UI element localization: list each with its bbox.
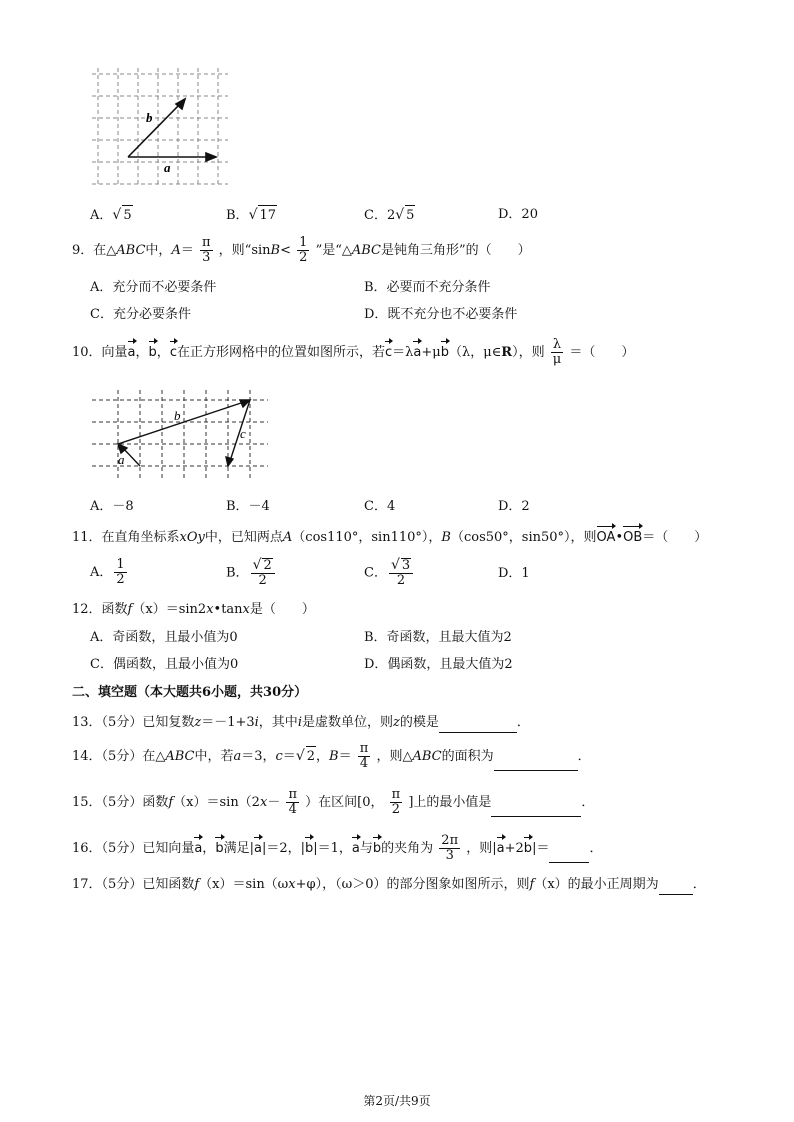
- q10-option-d[interactable]: D．2: [498, 499, 530, 514]
- fraction-one-half: $\frac{1}{2}$: [299, 235, 308, 265]
- answer-blank-13[interactable]: [439, 712, 517, 733]
- question-13: 13．（5分）已知复数z＝－1+3i，其中i是虚数单位，则z的模是 ．: [72, 712, 530, 733]
- q8-option-b[interactable]: B．√ 17: [226, 205, 277, 226]
- q8-option-c[interactable]: C．2√ 5: [364, 205, 415, 226]
- vector-b-arrow: [128, 104, 180, 157]
- fig2-label-c: c: [240, 426, 246, 441]
- vector-a-label: a: [164, 160, 171, 175]
- q9-option-a[interactable]: A．充分而不必要条件: [90, 280, 217, 295]
- vector-grid-figure-2: [92, 390, 272, 480]
- question-16: 16．（5分）已知向量a，b满足|a|＝2，|b|＝1，a与b的夹角为 $\frac{2\pi}{3}$ ，则|a+2b|＝ ．: [72, 833, 603, 863]
- q12-option-a[interactable]: A．奇函数，且最小值为0: [90, 630, 238, 645]
- question-12: 12．函数f（x）＝sin2x•tanx是（ ）: [72, 602, 315, 617]
- vector-c-arrowhead-2: [226, 457, 233, 466]
- q8-option-a[interactable]: A．√ 5: [90, 205, 133, 226]
- question-10: 10．向量a，b，c在正方形网格中的位置如图所示，若c＝λa+μb（λ，μ∈R），则 $\frac{\lambda}{\mu}$ ＝（ ）: [72, 337, 635, 367]
- answer-blank-17[interactable]: [659, 874, 693, 895]
- grid-lines: [92, 68, 228, 186]
- fraction-lambda-over-mu: $\frac{\lambda}{\mu}$: [552, 337, 562, 367]
- fraction-pi-over-3: $\frac{\pi}{3}$: [201, 235, 211, 265]
- question-15: 15．（5分）函数f（x）＝sin（2x－ $\frac{\pi}{4}$ ）在区间[0， $\frac{\pi}{2}$ ]上的最小值是 ．: [72, 787, 595, 817]
- q10-option-b[interactable]: B．－4: [226, 499, 270, 514]
- question-14: 14．（5分）在△ABC中，若a＝3，c＝√ 2，B＝ $\frac{\pi}{4}$ ，则△ABC的面积为 ．: [72, 741, 591, 771]
- vector-grid-figure-1: [92, 64, 232, 188]
- q12-option-b[interactable]: B．奇函数，且最大值为2: [364, 630, 512, 645]
- q8-option-d[interactable]: D．20: [498, 207, 538, 222]
- vector-a-arrowhead: [206, 153, 216, 161]
- question-11: 11．在直角坐标系xOy中，已知两点A（cos110°，sin110°），B（cos50°，sin50°），则OA•OB＝（ ）: [72, 528, 707, 548]
- question-9: 9．在△ABC中，A＝ $\frac{\pi}{3}$ ，则“sinB< $\frac{1}{2}$ ”是“△ABC是钝角三角形”的（ ）: [72, 235, 531, 265]
- q11-option-a[interactable]: A． $\frac{1}{2}$: [90, 557, 125, 587]
- fig2-label-a: a: [118, 452, 125, 467]
- page-footer: 第2页/共9页: [363, 1094, 431, 1108]
- q9-option-c[interactable]: C．充分必要条件: [90, 307, 191, 322]
- q11-option-b[interactable]: B． $\frac{√ 2}{2}$: [226, 558, 277, 588]
- q10-option-a[interactable]: A．－8: [90, 499, 134, 514]
- q12-option-d[interactable]: D．偶函数，且最大值为2: [364, 657, 513, 672]
- vector-b-label: b: [146, 110, 153, 125]
- q12-option-c[interactable]: C．偶函数，且最小值为0: [90, 657, 239, 672]
- answer-blank-15[interactable]: [491, 796, 581, 817]
- answer-blank-16[interactable]: [549, 842, 589, 863]
- fig2-label-b: b: [174, 408, 181, 423]
- question-17: 17．（5分）已知函数f（x）＝sin（ωx+φ），（ω＞0）的部分图象如图所示，则f（x）的最小正周期为 ．: [72, 874, 706, 895]
- q9-option-b[interactable]: B．必要而不充分条件: [364, 280, 491, 295]
- vector-b-arrow-2: [118, 402, 244, 444]
- answer-blank-14[interactable]: [494, 750, 578, 771]
- section-2-heading: 二、填空题（本大题共6小题，共30分）: [72, 685, 308, 700]
- q10-option-c[interactable]: C．4: [364, 499, 396, 514]
- q11-option-d[interactable]: D．1: [498, 566, 530, 581]
- q9-option-d[interactable]: D．既不充分也不必要条件: [364, 307, 518, 322]
- q11-option-c[interactable]: C． $\frac{√ 3}{2}$: [364, 558, 415, 588]
